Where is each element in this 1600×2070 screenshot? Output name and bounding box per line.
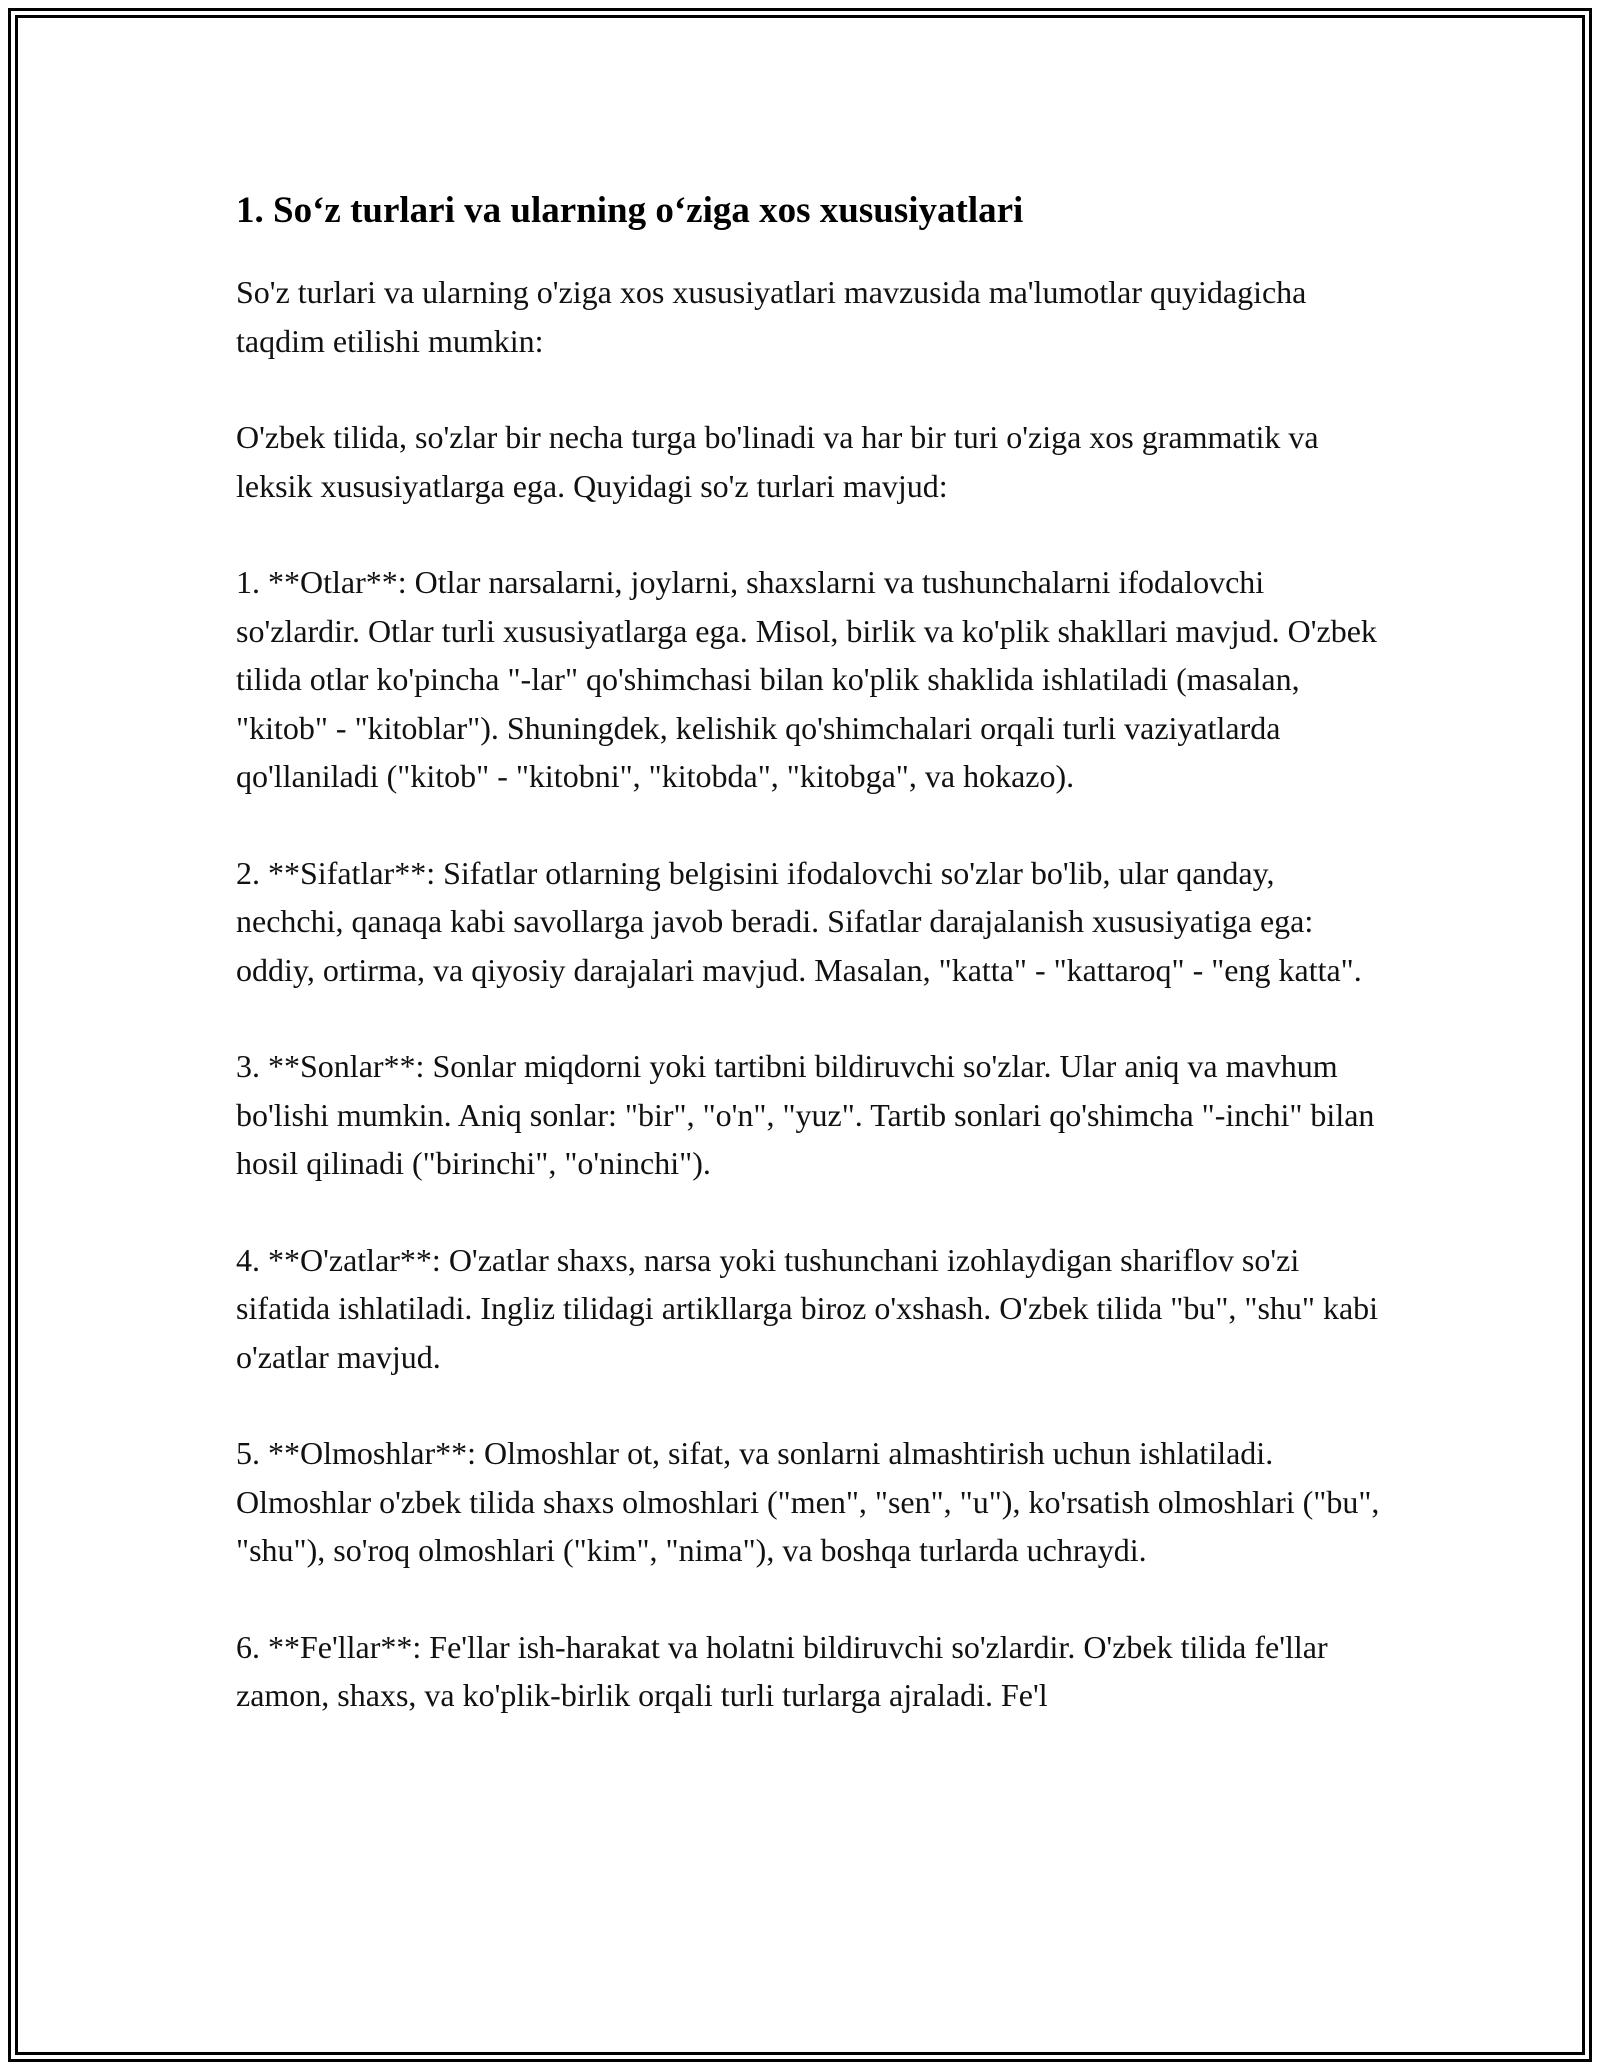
list-item-otlar: 1. **Otlar**: Otlar narsalarni, joylarni, shaxslarni va tushunchalarni ifodalovchi so'zlardir. Otlar turli xususiyatlarga ega. Misol, birlik va ko'plik shakllari mavjud. O'zbek tilida otlar ko'pincha "-lar" qo'shimchasi bilan ko'plik shaklida ishlatiladi (masalan, "kitob" - "kitoblar"). Shuningdek, kelishik qo'shimchalari orqali turli vaziyatlarda qo'llaniladi ("kitob" - "kitobni", "kitobda", "kitobga", va hokazo). bbox=[236, 564, 1377, 794]
page-title: 1. So‘z turlari va ularning o‘ziga xos xususiyatlari bbox=[236, 190, 1024, 231]
overview-paragraph: O'zbek tilida, so'zlar bir necha turga bo'linadi va har bir turi o'ziga xos grammatik va leksik xususiyatlarga ega. Quyidagi so'z turlari mavjud: bbox=[236, 419, 1319, 504]
document-body bbox=[236, 186, 1381, 1768]
list-item-olmoshlar: 5. **Olmoshlar**: Olmoshlar ot, sifat, va sonlarni almashtirish uchun ishlatiladi. Olmoshlar o'zbek tilida shaxs olmoshlari ("men", "sen", "u"), ko'rsatish olmoshlari ("bu", "shu"), so'roq olmoshlari ("kim", "nima"), va boshqa turlarda uchraydi. bbox=[236, 1435, 1380, 1568]
list-item-sonlar: 3. **Sonlar**: Sonlar miqdorni yoki tartibni bildiruvchi so'zlar. Ular aniq va mavhum bo'lishi mumkin. Aniq sonlar: "bir", "o'n", "yuz". Tartib sonlari qo'shimcha "-inchi" bilan hosil qilinadi ("birinchi", "o'ninchi"). bbox=[236, 1048, 1375, 1181]
list-item-ozatlar: 4. **O'zatlar**: O'zatlar shaxs, narsa yoki tushunchani izohlaydigan shariflov so'zi sifatida ishlatiladi. Ingliz tilidagi artikllarga biroz o'xshash. O'zbek tilida "bu", "shu" kabi o'zatlar mavjud. bbox=[236, 1241, 1379, 1375]
intro-paragraph: So'z turlari va ularning o'ziga xos xususiyatlari mavzusida ma'lumotlar quyidagicha taqdim etilishi mumkin: bbox=[236, 274, 1307, 359]
list-item-sifatlar: 2. **Sifatlar**: Sifatlar otlarning belgisini ifodalovchi so'zlar bo'lib, ular qanday, nechchi, qanaqa kabi savollarga javob beradi. Sifatlar darajalanish xususiyatiga ega: oddiy, ortirma, va qiyosiy darajalari mavjud. Masalan, "katta" - "kattaroq" - "eng katta". bbox=[236, 854, 1362, 988]
list-item-fellar: 6. **Fe'llar**: Fe'llar ish-harakat va holatni bildiruvchi so'zlardir. O'zbek tilida fe'llar zamon, shaxs, va ko'plik-birlik orqali turli turlarga ajraladi. Fe'l bbox=[236, 1628, 1328, 1713]
